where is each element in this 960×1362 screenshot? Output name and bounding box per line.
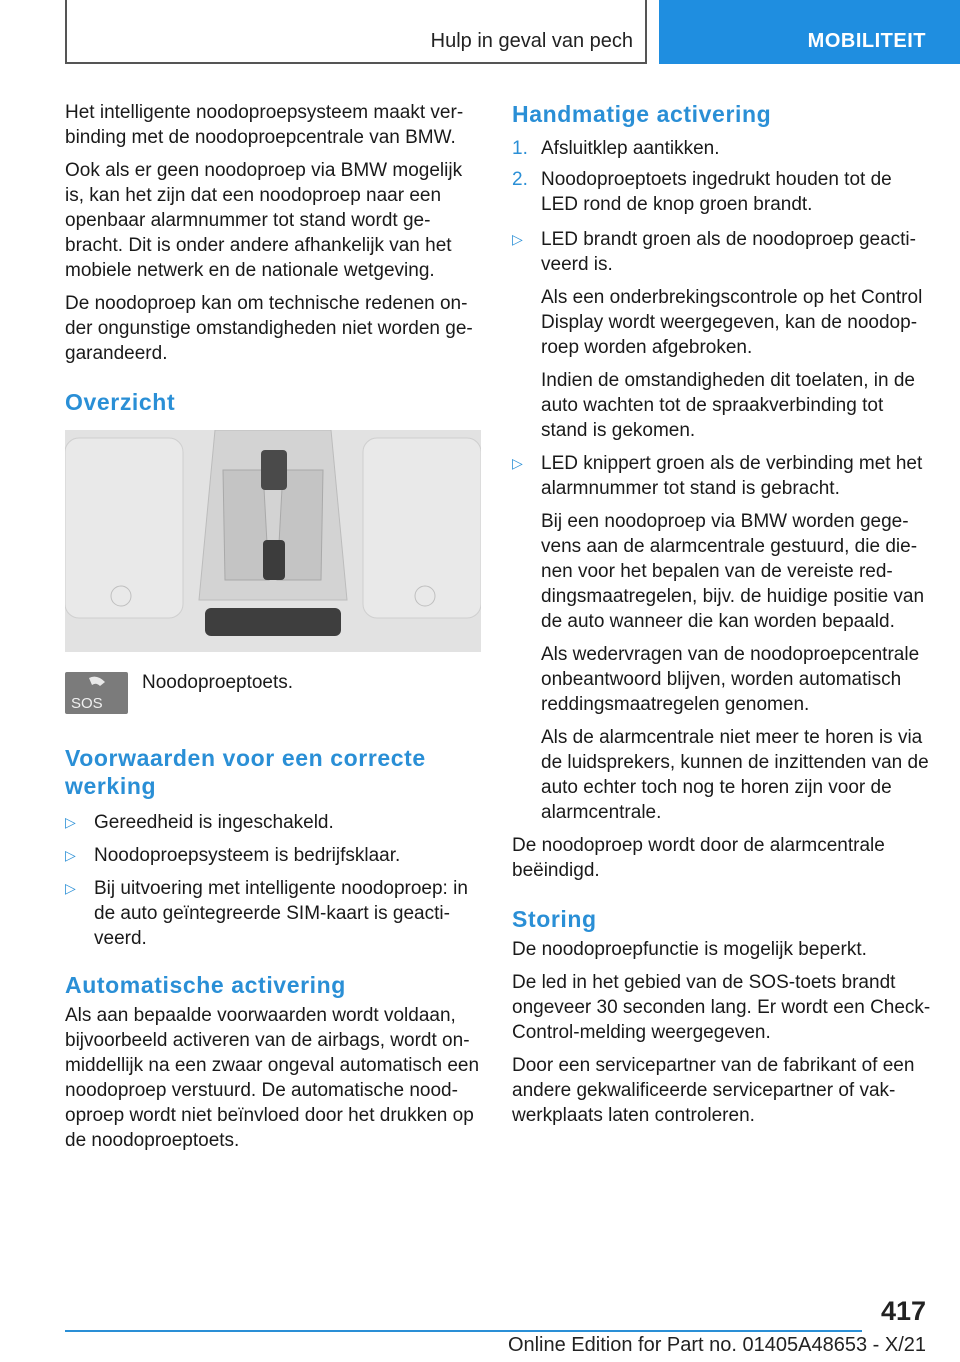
led-green-item: ▷ LED brandt groen als de noodoproep geactiveerd is. [512, 229, 916, 275]
led-blink-note: Als wedervragen van de noodoproepcentrale onbeantwoord blijven, worden automatisch reddingsmaatregelen genomen. [541, 644, 920, 715]
bullet-triangle-icon: ▷ [65, 880, 76, 896]
led-blink-item: ▷ LED knippert groen als de verbinding met het alarmnummer tot stand is gebracht. [512, 453, 923, 499]
condition-item: ▷ Gereedheid is ingeschakeld. [65, 812, 334, 833]
step-item: 1. Afsluitklep aantikken. [512, 138, 720, 159]
intro-paragraph: De noodoproep kan om technische redenen onder ongunstige omstandigheden niet worden gegarandeerd. [65, 293, 473, 364]
fault-text: Door een servicepartner van de fabrikant of een andere gekwalificeerde servicepartner of vakwerkplaats laten controleren. [512, 1055, 915, 1126]
led-green-note: Indien de omstandigheden dit toelaten, in de auto wachten tot de spraakverbinding tot stand is gekomen. [541, 370, 915, 441]
intro-paragraph: Ook als er geen noodoproep via BMW mogelijk is, kan het zijn dat een noodoproep naar een openbaar alarmnummer tot stand wordt gebracht. Dit is onder andere afhankelijk van het mobiele netwerk en de nationale wetgeving. [65, 160, 463, 281]
overview-heading: Overzicht [65, 389, 176, 415]
left-column [65, 100, 481, 1161]
bullet-triangle-icon: ▷ [65, 814, 76, 830]
auto-activation-text: Als aan bepaalde voorwaarden wordt voldaan, bijvoorbeeld activeren van de airbags, wordt onmiddellijk na een zwaar ongeval automatisch een noodoproep verstuurd. De automatische noodoproep wordt niet beïnvloed door het drukken op de noodoproeptoets. [65, 1005, 480, 1151]
condition-item: ▷ Bij uitvoering met intelligente noodoproep: in de auto geïntegreerde SIM-kaart is geactiveerd. [65, 878, 468, 949]
header-chapter-title: MOBILITEIT [807, 30, 926, 52]
step-number: 2. [512, 169, 528, 190]
manual-activation-heading: Handmatige activering [512, 101, 772, 127]
bullet-triangle-icon: ▷ [65, 847, 76, 863]
footer-edition: Online Edition for Part no. 01405A48653 - X/21 [507, 1334, 926, 1356]
led-green-note: Als een onderbrekingscontrole op het Control Display wordt weergegeven, kan de noodoproep worden afgebroken. [541, 287, 923, 358]
call-end-text: De noodoproep wordt door de alarmcentrale beëindigd. [512, 835, 885, 881]
sos-button-label: Noodoproeptoets. [142, 672, 294, 693]
sos-icon-text: SOS [71, 695, 103, 712]
step-item: 2. Noodoproeptoets ingedrukt houden tot de LED rond de knop groen brandt. [512, 169, 892, 215]
bullet-triangle-icon: ▷ [512, 231, 523, 247]
conditions-heading: Voorwaarden voor een correcte werking [65, 745, 426, 799]
header-section-box [65, 0, 647, 64]
overhead-console-photo [65, 430, 481, 652]
footer-rule [65, 1330, 862, 1332]
fault-text: De led in het gebied van de SOS-toets brandt ongeveer 30 seconden lang. Er wordt een Check-Control-melding weergegeven. [512, 972, 931, 1043]
sos-phone-icon [65, 672, 128, 714]
header-section-title: Hulp in geval van pech [430, 30, 633, 52]
intro-paragraph: Het intelligente noodoproepsysteem maakt verbinding met de noodoproepcentrale van BMW. [65, 102, 464, 148]
led-blink-note: Als de alarmcentrale niet meer te horen is via de luidsprekers, kunnen de inzittenden van de auto echter toch nog te horen zijn voor de alarmcentrale. [541, 727, 929, 823]
overhead-console-illustration [65, 430, 481, 652]
sos-button-legend [65, 670, 481, 718]
fault-text: De noodoproepfunctie is mogelijk beperkt. [512, 939, 867, 960]
led-blink-note: Bij een noodoproep via BMW worden gegevens aan de alarmcentrale gestuurd, die dienen voor het bepalen van de vereiste reddingsmaatregelen, bijv. de huidige positie van de auto wanneer die kan worden bepaald. [541, 511, 925, 632]
step-number: 1. [512, 138, 528, 159]
auto-activation-heading: Automatische activering [65, 972, 346, 998]
right-column [512, 100, 932, 1136]
header-chapter-tab [659, 0, 960, 64]
bullet-triangle-icon: ▷ [512, 455, 523, 471]
condition-item: ▷ Noodoproepsysteem is bedrijfsklaar. [65, 845, 401, 866]
page-number: 417 [880, 1296, 926, 1326]
fault-heading: Storing [512, 906, 597, 932]
